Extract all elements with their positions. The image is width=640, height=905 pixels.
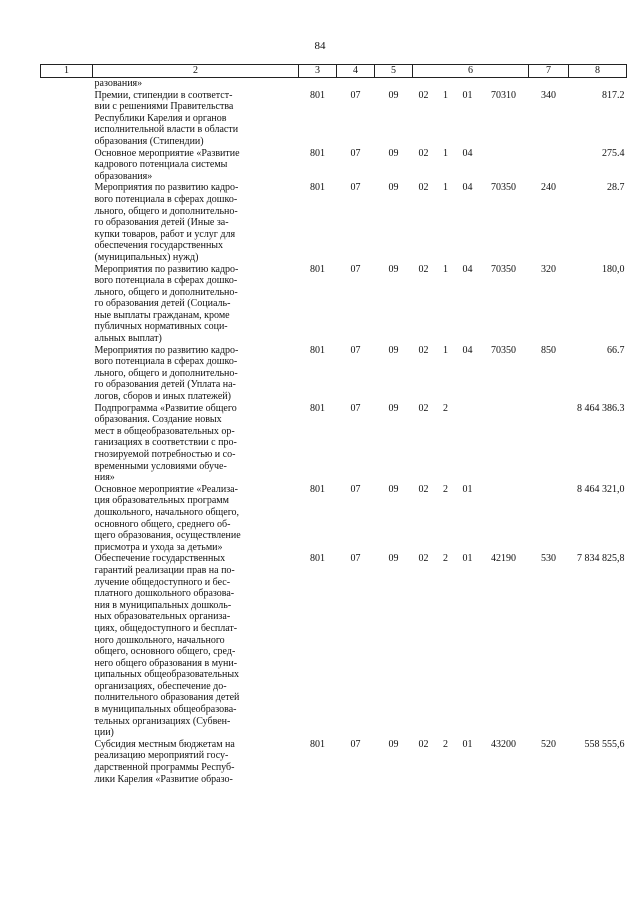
cell-amount <box>569 78 627 90</box>
description-line: (муниципальных) нужд) <box>94 251 199 263</box>
cell-target-direction: 43200 <box>491 738 516 750</box>
cell-ministry-code: 801 <box>310 263 325 275</box>
header-col-2: 2 <box>93 65 299 78</box>
header-col-6: 6 <box>413 65 529 78</box>
cell-target-subprogram: 1 <box>443 182 448 194</box>
description-line: исполнительной власти в области <box>94 124 239 136</box>
cell-description <box>93 90 299 148</box>
description-line: вого потенциала в сферах дошко- <box>94 275 238 287</box>
table-row <box>41 264 627 345</box>
cell-section: 07 <box>350 147 361 159</box>
cell-description <box>93 78 299 90</box>
cell-target-event: 04 <box>462 147 473 159</box>
description-line: ния в муниципальных дошколь- <box>94 599 232 611</box>
header-col-4: 4 <box>337 65 375 78</box>
cell-expense-type: 320 <box>541 263 556 275</box>
header-col-3: 3 <box>299 65 337 78</box>
cell-number <box>41 345 93 403</box>
cell-ministry-code: 801 <box>310 344 325 356</box>
description-line: реализацию мероприятий госу- <box>94 750 229 762</box>
cell-target-subprogram: 1 <box>443 263 448 275</box>
cell-description <box>93 403 299 484</box>
cell-subsection: 09 <box>388 483 399 495</box>
description-line: ные выплаты гражданам, кроме <box>94 309 230 321</box>
description-line: мест в общеобразовательных ор- <box>94 425 235 437</box>
table-row <box>41 345 627 403</box>
description-line: в муниципальных общеобразова- <box>94 704 237 716</box>
cell-target-direction: 70350 <box>491 263 516 275</box>
cell-target-event <box>457 78 479 90</box>
description-line: гарантий реализации прав на по- <box>94 564 235 576</box>
cell-target-event: 01 <box>462 738 473 750</box>
description-line: Основное мероприятие «Развитие <box>94 147 240 159</box>
description-line: ципальных общеобразовательных <box>94 669 240 681</box>
cell-section: 07 <box>350 738 361 750</box>
description-line: обеспечения государственных <box>94 240 224 252</box>
cell-expense-type: 520 <box>541 738 556 750</box>
description-line: ных образовательных организа- <box>94 611 231 623</box>
cell-expense-type: 530 <box>541 553 556 565</box>
cell-number <box>41 78 93 90</box>
cell-target-program: 02 <box>418 738 429 750</box>
cell-number <box>41 553 93 739</box>
cell-amount: 275.4 <box>602 147 625 159</box>
cell-target-direction: 42190 <box>491 553 516 565</box>
cell-description <box>93 739 299 785</box>
description-line: Обеспечение государственных <box>94 553 226 565</box>
description-line: гнозируемой потребностью и со- <box>94 449 236 460</box>
cell-ministry-code: 801 <box>310 402 325 414</box>
description-line: Субсидия местным бюджетам на <box>94 738 235 750</box>
description-line: льного, общего и дополнительно- <box>94 205 238 217</box>
cell-number <box>41 90 93 148</box>
description-line: циях, общедоступного и бесплат- <box>94 622 238 634</box>
cell-target-program: 02 <box>418 263 429 275</box>
description-line: ции) <box>94 727 114 739</box>
description-line: го образования детей (Иные за- <box>94 217 229 229</box>
cell-description <box>93 553 299 739</box>
cell-target-subprogram: 2 <box>443 738 448 750</box>
cell-target-direction <box>479 484 529 554</box>
cell-target-event <box>457 403 479 484</box>
cell-section: 07 <box>350 344 361 356</box>
header-col-5: 5 <box>375 65 413 78</box>
cell-target-direction <box>479 78 529 90</box>
description-line: образования. Создание новых <box>94 414 222 426</box>
description-line: публичных нормативных соци- <box>94 321 228 333</box>
cell-expense-type: 340 <box>541 89 556 101</box>
description-line: го образования детей (Уплата на- <box>94 379 236 391</box>
cell-section <box>337 78 375 90</box>
description-line: Основное мероприятие «Реализа- <box>94 483 238 495</box>
description-line: тельных организациях (Субвен- <box>94 715 231 727</box>
description-line: вого потенциала в сферах дошко- <box>94 193 238 205</box>
description-line: кадрового потенциала системы <box>94 159 228 171</box>
table-row <box>41 553 627 739</box>
cell-subsection: 09 <box>388 402 399 414</box>
cell-section: 07 <box>350 89 361 101</box>
cell-target-event: 01 <box>462 89 473 101</box>
cell-ministry-code <box>299 78 337 90</box>
cell-target-subprogram: 2 <box>443 483 448 495</box>
cell-target-direction: 70310 <box>491 89 516 101</box>
description-line: щего образования, осуществление <box>94 530 241 542</box>
cell-target-subprogram: 1 <box>443 147 448 159</box>
cell-target-event: 04 <box>462 182 473 194</box>
cell-number <box>41 739 93 785</box>
cell-amount: 7 834 825,8 <box>577 553 625 565</box>
description-line: разования» <box>94 78 143 89</box>
cell-description <box>93 148 299 183</box>
description-line: временными условиями обуче- <box>94 460 227 472</box>
cell-target-direction <box>479 403 529 484</box>
cell-target-program: 02 <box>418 483 429 495</box>
description-line: образования» <box>94 170 153 182</box>
description-line: Мероприятия по развитию кадро- <box>94 263 239 275</box>
cell-expense-type <box>529 148 569 183</box>
description-line: льного, общего и дополнительно- <box>94 367 238 379</box>
cell-ministry-code: 801 <box>310 483 325 495</box>
cell-description <box>93 345 299 403</box>
budget-table <box>40 64 627 785</box>
cell-subsection: 09 <box>388 738 399 750</box>
description-line: ного дошкольного, начального <box>94 634 225 646</box>
cell-amount: 8 464 321,0 <box>577 483 625 495</box>
table-body <box>41 78 627 786</box>
cell-section: 07 <box>350 402 361 414</box>
cell-target-program: 02 <box>418 402 429 414</box>
cell-number <box>41 403 93 484</box>
description-line: купки товаров, работ и услуг для <box>94 228 236 240</box>
description-line: организациях, обеспечение до- <box>94 680 227 692</box>
cell-target-direction: 70350 <box>491 344 516 356</box>
table-row <box>41 484 627 554</box>
description-line: ганизациях в соответствии с про- <box>94 437 237 449</box>
cell-amount: 28.7 <box>607 182 625 194</box>
cell-section: 07 <box>350 263 361 275</box>
description-line: вого потенциала в сферах дошко- <box>94 356 238 368</box>
cell-target-program: 02 <box>418 553 429 565</box>
description-line: лучение общедоступного и бес- <box>94 576 231 588</box>
description-line: Мероприятия по развитию кадро- <box>94 344 239 356</box>
cell-target-direction: 70350 <box>491 182 516 194</box>
description-line: дарственной программы Респуб- <box>94 762 235 774</box>
cell-target-program: 02 <box>418 147 429 159</box>
description-line: полнительного образования детей <box>94 692 240 704</box>
cell-subsection: 09 <box>388 147 399 159</box>
cell-ministry-code: 801 <box>310 553 325 565</box>
description-line: Мероприятия по развитию кадро- <box>94 182 239 194</box>
cell-amount: 558 555,6 <box>584 738 625 750</box>
cell-number <box>41 484 93 554</box>
cell-amount: 180,0 <box>602 263 625 275</box>
cell-expense-type <box>529 484 569 554</box>
cell-target-subprogram <box>435 78 457 90</box>
description-line: ния» <box>94 472 115 484</box>
cell-target-program <box>413 78 435 90</box>
cell-subsection: 09 <box>388 182 399 194</box>
table-row <box>41 403 627 484</box>
table-row <box>41 739 627 785</box>
header-col-7: 7 <box>529 65 569 78</box>
cell-subsection: 09 <box>388 89 399 101</box>
cell-amount: 817.2 <box>602 89 625 101</box>
description-line: него общего образования в муни- <box>94 657 238 669</box>
cell-number <box>41 264 93 345</box>
cell-subsection: 09 <box>388 344 399 356</box>
cell-expense-type <box>529 403 569 484</box>
cell-subsection <box>375 78 413 90</box>
table-row <box>41 148 627 183</box>
cell-target-program: 02 <box>418 182 429 194</box>
cell-target-event: 01 <box>462 553 473 565</box>
description-line: логов, сборов и иных платежей) <box>94 391 231 403</box>
description-line: вии с решениями Правительства <box>94 101 234 113</box>
cell-target-event: 04 <box>462 344 473 356</box>
description-line: льного, общего и дополнительно- <box>94 286 238 298</box>
cell-description <box>93 182 299 263</box>
table-row <box>41 78 627 90</box>
description-line: дошкольного, начального общего, <box>94 506 240 518</box>
cell-target-subprogram: 1 <box>443 344 448 356</box>
cell-ministry-code: 801 <box>310 147 325 159</box>
description-line: Республики Карелия и органов <box>94 112 227 124</box>
description-line: лики Карелия «Развитие образо- <box>94 773 233 785</box>
description-line: го образования детей (Социаль- <box>94 298 231 310</box>
cell-number <box>41 182 93 263</box>
cell-section: 07 <box>350 483 361 495</box>
description-line: Премии, стипендии в соответст- <box>94 89 233 101</box>
cell-section: 07 <box>350 182 361 194</box>
cell-amount: 66.7 <box>607 344 625 356</box>
cell-ministry-code: 801 <box>310 738 325 750</box>
page-number: 84 <box>314 40 326 52</box>
description-line: альных выплат) <box>94 333 162 345</box>
description-line: Подпрограмма «Развитие общего <box>94 402 237 414</box>
description-line: платного дошкольного образова- <box>94 588 235 600</box>
header-col-1: 1 <box>41 65 93 78</box>
description-line: общего, основного общего, сред- <box>94 646 236 658</box>
cell-target-direction <box>479 148 529 183</box>
cell-expense-type: 240 <box>541 182 556 194</box>
cell-target-program: 02 <box>418 344 429 356</box>
description-line: основного общего, среднего об- <box>94 518 231 530</box>
description-line: ция образовательных программ <box>94 495 229 507</box>
table-row <box>41 90 627 148</box>
cell-description <box>93 484 299 554</box>
table-header <box>41 65 627 78</box>
cell-target-subprogram: 1 <box>443 89 448 101</box>
header-col-8: 8 <box>569 65 627 78</box>
cell-number <box>41 148 93 183</box>
header-row <box>41 65 627 78</box>
cell-ministry-code: 801 <box>310 182 325 194</box>
table-row <box>41 182 627 263</box>
cell-subsection: 09 <box>388 263 399 275</box>
cell-section: 07 <box>350 553 361 565</box>
cell-ministry-code: 801 <box>310 89 325 101</box>
description-line: образования (Стипендии) <box>94 135 204 147</box>
cell-target-program: 02 <box>418 89 429 101</box>
cell-target-subprogram: 2 <box>443 553 448 565</box>
description-line: присмотра и ухода за детьми» <box>94 541 223 553</box>
cell-target-event: 01 <box>462 483 473 495</box>
cell-target-subprogram: 2 <box>443 402 448 414</box>
cell-expense-type <box>529 78 569 90</box>
cell-target-event: 04 <box>462 263 473 275</box>
cell-expense-type: 850 <box>541 344 556 356</box>
cell-description <box>93 264 299 345</box>
cell-amount: 8 464 386.3 <box>577 402 625 414</box>
cell-subsection: 09 <box>388 553 399 565</box>
